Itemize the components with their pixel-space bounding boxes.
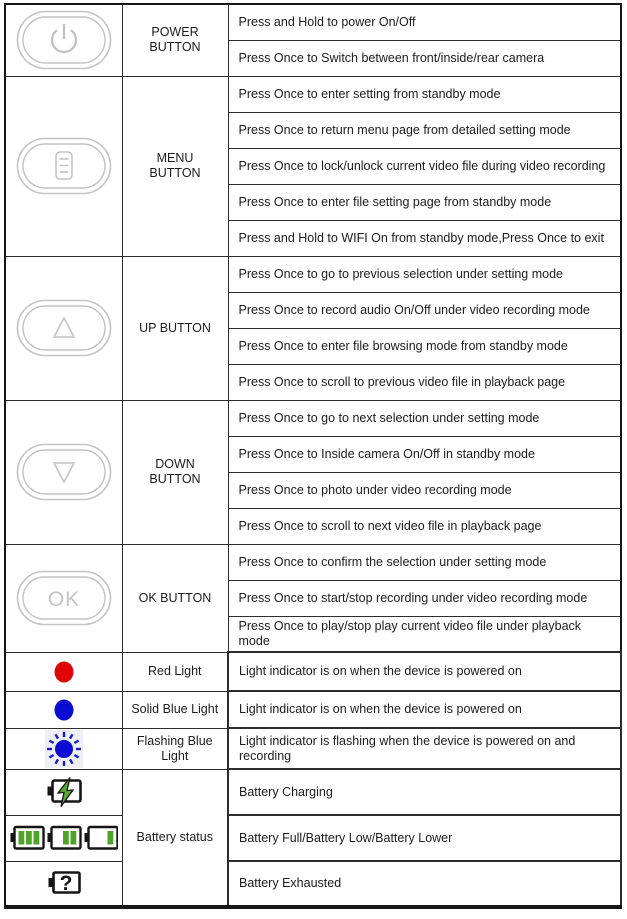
table-row (5, 861, 621, 907)
description-cell: Press and Hold to WIFI On from standby mode,Press Once to exit (228, 220, 621, 256)
ok-button-text: OK (47, 588, 80, 611)
up-button-icon (16, 299, 112, 357)
table-row (5, 691, 621, 728)
description-cell: Press Once to enter setting from standby mode (228, 76, 621, 112)
red-light-label: Red Light (122, 652, 228, 691)
battery-levels-icon (10, 825, 118, 851)
flashing-blue-light-icon (44, 729, 84, 769)
table-row (5, 769, 621, 815)
table-row (5, 76, 621, 112)
down-button-icon-cell (5, 400, 122, 544)
battery-full-icon (10, 827, 43, 849)
battery-lower-icon (84, 827, 117, 849)
description-cell: Press Once to record audio On/Off under video recording mode (228, 292, 621, 328)
description-cell: Battery Full/Battery Low/Battery Lower (228, 815, 621, 861)
red-light-icon (49, 656, 79, 688)
description-cell: Press Once to lock/unlock current video file during video recording (228, 148, 621, 184)
description-cell: Light indicator is on when the device is powered on (228, 652, 621, 691)
table-row (5, 256, 621, 292)
battery-charging-icon (43, 777, 85, 807)
svg-text:?: ? (59, 872, 73, 896)
description-cell: Light indicator is on when the device is powered on (228, 691, 621, 728)
solid-blue-light-icon-cell (5, 691, 122, 728)
solid-blue-light-icon (49, 694, 79, 726)
description-cell: Press Once to enter file browsing mode from standby mode (228, 328, 621, 364)
power-button-label: POWER BUTTON (122, 4, 228, 76)
flashing-blue-light-label: Flashing Blue Light (122, 728, 228, 769)
down-button-icon (16, 443, 112, 501)
description-cell: Press Once to Switch between front/inside/rear camera (228, 40, 621, 76)
ok-button-icon (16, 570, 112, 626)
ok-button-icon-cell (5, 544, 122, 652)
solid-blue-light-label: Solid Blue Light (122, 691, 228, 728)
red-light-icon-cell (5, 652, 122, 691)
menu-button-icon-cell (5, 76, 122, 256)
table-row (5, 400, 621, 436)
description-cell: Light indicator is flashing when the device is powered on and recording (228, 728, 621, 769)
power-button-icon (16, 10, 112, 70)
flashing-blue-light-icon-cell (5, 728, 122, 769)
table-row (5, 544, 621, 580)
battery-status-label: Battery status (122, 769, 228, 907)
up-button-icon-cell (5, 256, 122, 400)
battery-levels-icon-cell (5, 815, 122, 861)
table-row (5, 652, 621, 691)
ok-button-label: OK BUTTON (122, 544, 228, 652)
description-cell: Press Once to photo under video recording mode (228, 472, 621, 508)
menu-button-label: MENU BUTTON (122, 76, 228, 256)
menu-button-icon (16, 137, 112, 195)
down-button-label: DOWN BUTTON (122, 400, 228, 544)
description-cell: Press Once to start/stop recording under video recording mode (228, 580, 621, 616)
description-cell: Press Once to return menu page from detailed setting mode (228, 112, 621, 148)
table-row (5, 728, 621, 769)
description-cell: Battery Exhausted (228, 861, 621, 907)
description-cell: Press Once to go to previous selection under setting mode (228, 256, 621, 292)
description-cell: Press Once to play/stop play current video file under playback mode (228, 616, 621, 652)
description-cell: Press Once to go to next selection under setting mode (228, 400, 621, 436)
description-cell: Press Once to Inside camera On/Off in standby mode (228, 436, 621, 472)
up-button-label: UP BUTTON (122, 256, 228, 400)
battery-exhausted-icon (44, 868, 84, 898)
description-cell: Press Once to scroll to next video file in playback page (228, 508, 621, 544)
description-cell: Press Once to scroll to previous video file in playback page (228, 364, 621, 400)
description-cell: Battery Charging (228, 769, 621, 815)
battery-exhausted-icon-cell (5, 861, 122, 907)
table-row (5, 4, 621, 40)
description-cell: Press Once to confirm the selection under setting mode (228, 544, 621, 580)
table-row (5, 815, 621, 861)
battery-charging-icon-cell (5, 769, 122, 815)
button-function-table (4, 3, 622, 909)
battery-low-icon (47, 827, 80, 849)
description-cell: Press and Hold to power On/Off (228, 4, 621, 40)
power-button-icon-cell (5, 4, 122, 76)
description-cell: Press Once to enter file setting page from standby mode (228, 184, 621, 220)
